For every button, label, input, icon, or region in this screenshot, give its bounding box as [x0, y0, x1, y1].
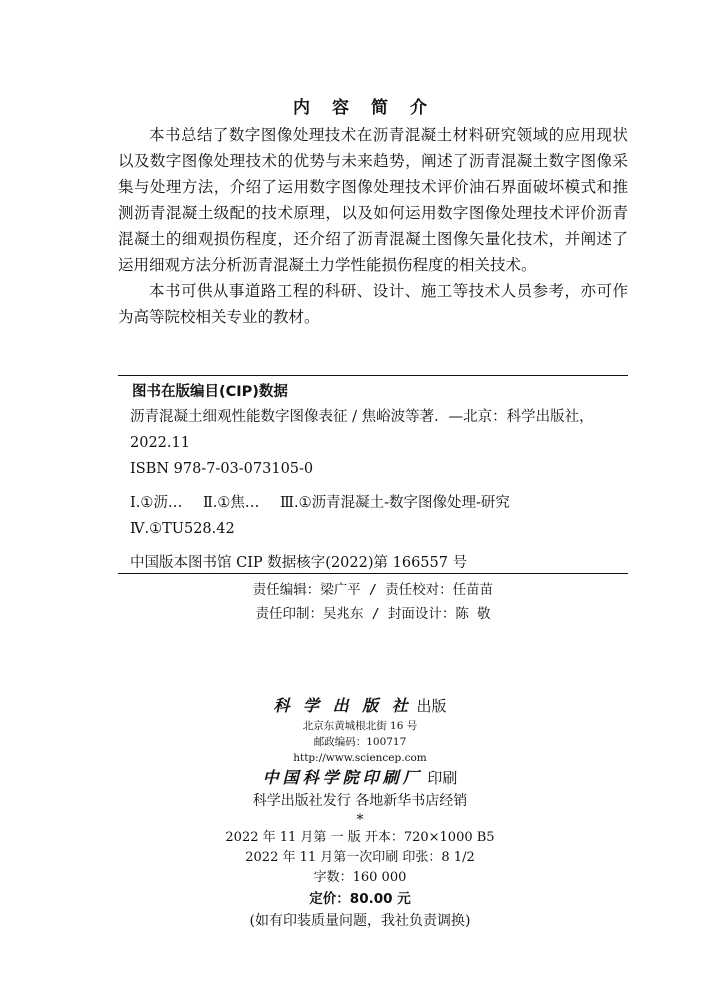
cip-top-divider: [118, 375, 628, 376]
cip-isbn: ISBN 978-7-03-073105-0: [130, 461, 314, 477]
quality-notice: (如有印装质量问题，我社负责调换): [249, 913, 471, 929]
editors-line-2: 责任印制：吴兆东 / 封面设计：陈 敬: [255, 606, 491, 622]
publisher-url: http://www.sciencep.com: [293, 752, 427, 764]
publisher-line: [0, 694, 720, 718]
publisher-logo-text: 科 学 出 版 社: [273, 696, 412, 715]
cip-block: [118, 380, 628, 576]
distribution-line: 科学出版社发行 各地新华书店经销: [252, 793, 468, 809]
cip-record: 沥青混凝土细观性能数字图像表征 / 焦峪波等著．—北京：科学出版社，2022.11: [130, 409, 594, 451]
editors-block: [118, 578, 628, 626]
intro-paragraph-1: 本书总结了数字图像处理技术在沥青混凝土材料研究领域的应用现状以及数字图像处理技术的优势与未来趋势，阐述了沥青混凝土数字图像采集与处理方法，介绍了运用数字图像处理技术评价油石界面破坏模式和推测沥青混凝土级配的技术原理，以及如何运用数字图像处理技术评价沥青混凝土的细观损伤程度，还介绍了沥青混凝土图像矢量化技术，并阐述了运用细观方法分析沥青混凝土力学性能损伤程度的相关技术。: [118, 126, 628, 274]
publisher-postcode: 邮政编码：100717: [313, 736, 407, 748]
cip-bottom-divider: [118, 573, 628, 574]
printer-logo-text: 中国科学院印刷厂: [262, 768, 423, 787]
cip-subject-1: Ⅰ.①沥…: [130, 495, 183, 511]
word-count: 字数：160 000: [313, 870, 407, 885]
separator-star: *: [356, 812, 364, 828]
cip-subject-2: Ⅱ.①焦…: [202, 495, 260, 511]
cip-catalog-number: 中国版本图书馆 CIP 数据核字(2022)第 166557 号: [130, 555, 468, 571]
cip-heading: 图书在版编目(CIP)数据: [132, 384, 288, 400]
intro-paragraph-2: 本书可供从事道路工程的科研、设计、施工等技术人员参考，亦可作为高等院校相关专业的教材。: [118, 282, 628, 326]
edition-line: 2022 年 11 月第 一 版 开本：720×1000 B5: [225, 830, 495, 845]
cip-subjects: [118, 490, 628, 516]
cip-classification: Ⅳ.①TU528.42: [130, 521, 235, 537]
publisher-suffix: 出版: [416, 697, 447, 715]
printer-suffix: 印刷: [427, 769, 458, 787]
publisher-address: 北京东黄城根北街 16 号: [302, 720, 418, 732]
cip-subject-3: Ⅲ.①沥青混凝土-数字图像处理-研究: [280, 495, 510, 511]
publisher-block: [0, 694, 720, 932]
intro-section: [118, 122, 628, 330]
intro-title: 内容简介: [293, 98, 449, 118]
printer-line: [0, 766, 720, 790]
editors-line-1: 责任编辑：梁广平 / 责任校对：任苗苗: [252, 582, 494, 598]
printing-line: 2022 年 11 月第一次印刷 印张：8 1/2: [245, 850, 475, 865]
price: 定价：80.00 元: [309, 891, 411, 907]
